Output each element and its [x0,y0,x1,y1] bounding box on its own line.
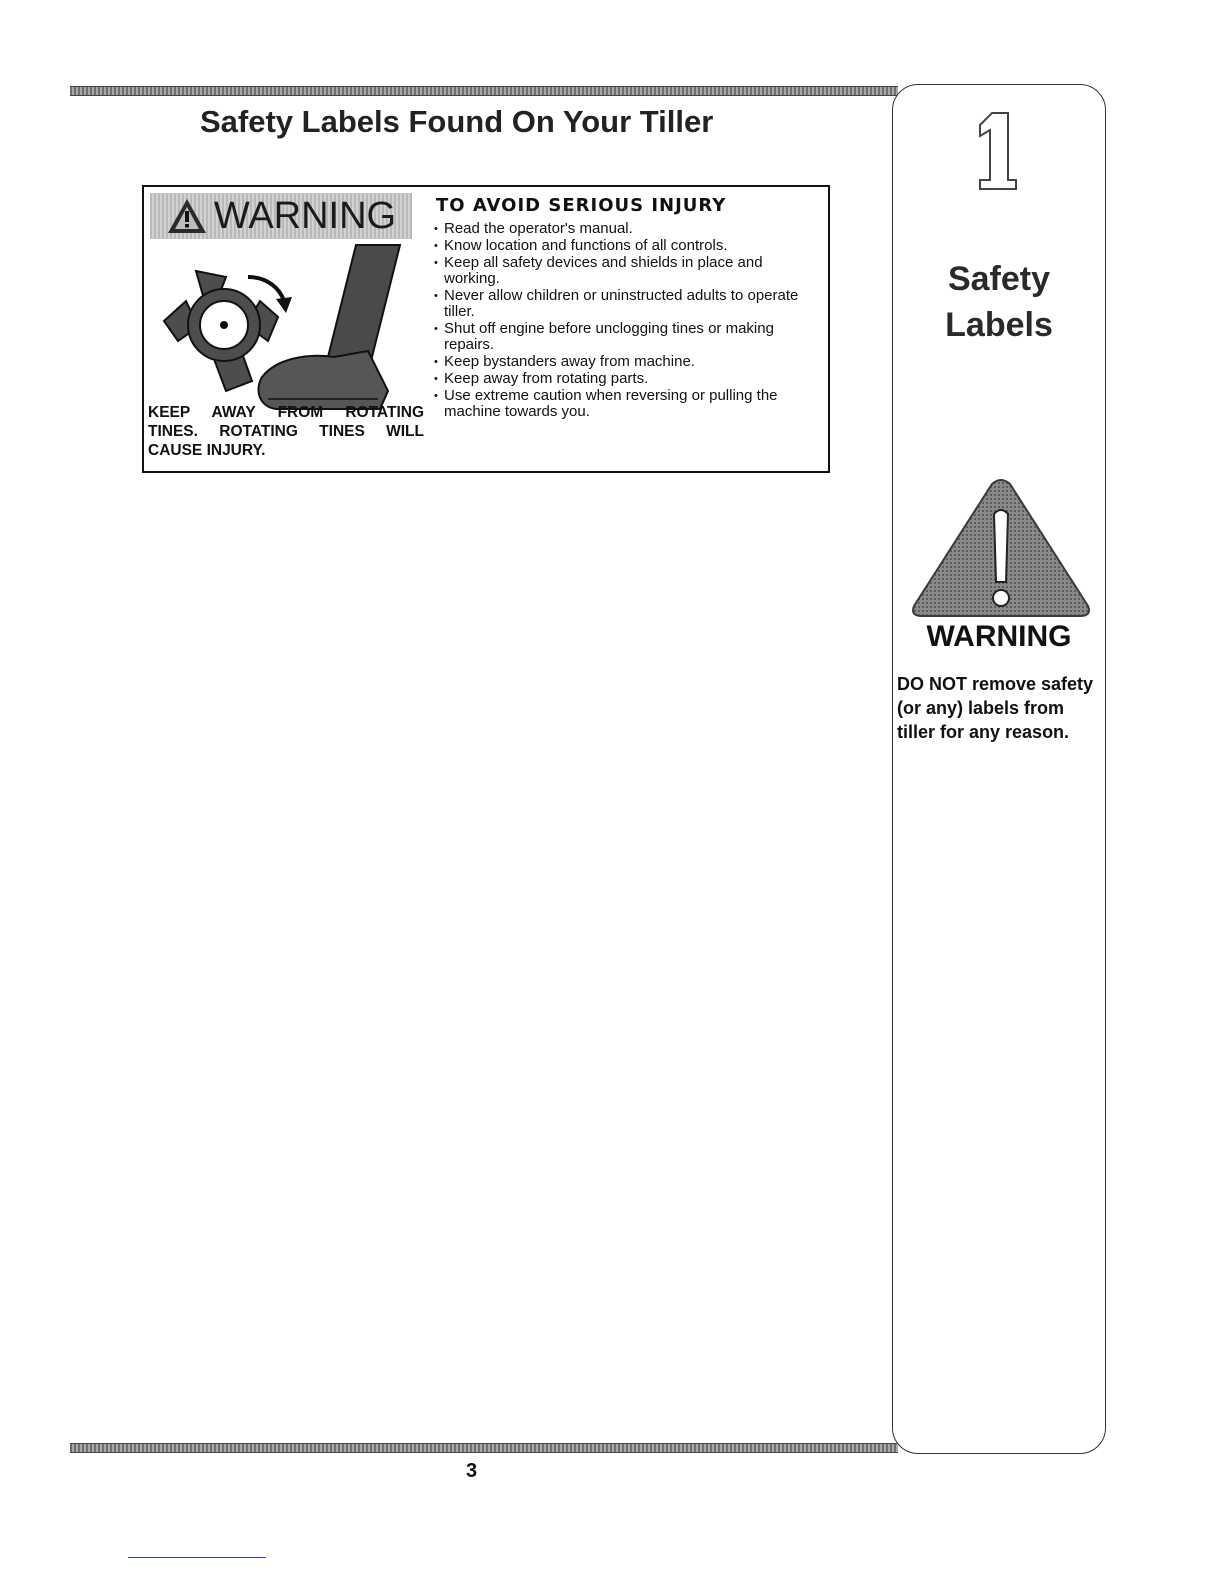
list-item: • Read the operator's manual. [434,221,822,237]
page-title: Safety Labels Found On Your Tiller [200,104,714,139]
top-rule [70,86,898,96]
warning-banner [150,193,412,239]
safety-label-decal [142,185,830,473]
sidebar-warning-heading: WARNING [926,620,1072,653]
list-item: • Know location and functions of all controls. [434,238,822,254]
section-title-line2: Labels [945,306,1053,344]
list-item: • Never allow children or uninstructed adults to operate tiller. [434,288,822,320]
bottom-rule [70,1443,898,1453]
page-number: 3 [466,1460,478,1482]
section-title-line1: Safety [947,260,1051,298]
rotating-tine-illustration [156,241,416,413]
safety-rule-list [434,221,822,421]
warning-word: WARNING [213,194,397,237]
chapter-number-text: 1 [995,190,997,191]
list-item: • Keep bystanders away from machine. [434,354,822,370]
list-item: • Use extreme caution when reversing or pulling the machine towards you. [434,388,822,420]
section-title [892,256,1106,348]
warning-triangle-icon [166,197,208,235]
sidebar-warning-note: DO NOT remove safety (or any) labels from tiller for any reason. [897,674,1094,742]
footer-underline [128,1557,266,1558]
chapter-number-glyph [972,110,1020,192]
list-item: • Keep all safety devices and shields in place and working. [434,255,822,287]
avoid-injury-heading: TO AVOID SERIOUS INJURY [436,195,727,216]
exclamation-triangle-icon [910,478,1092,618]
list-item: • Keep away from rotating parts. [434,371,822,387]
keep-away-text: KEEP AWAY FROM ROTATING TINES. ROTATING TINES WILL CAUSE INJURY. [148,404,424,459]
list-item: • Shut off engine before unclogging tines or making repairs. [434,321,822,353]
